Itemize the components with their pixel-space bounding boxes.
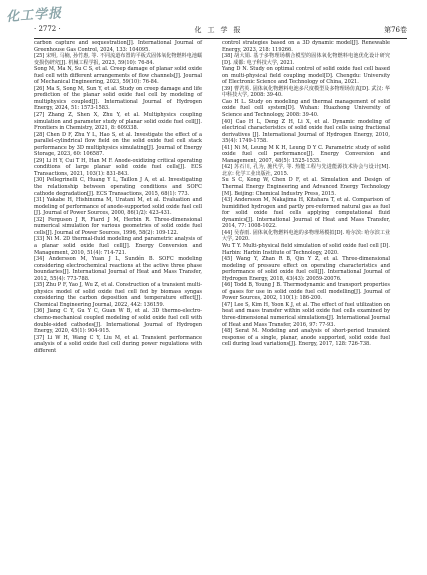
reference-entry: [28] Chen D F, Zhu Y L, Hao S, et al. Investigate the effect of a parallel-cylindrical flow field on the solid oxide fuel cell stack performance by 3D multiphysics simulating[J]. Journal of Energy Storage, 2023, 60: 106587. (34, 131, 202, 158)
reference-entry: control strategies based on a 3D dynamic model[J]. Renewable Energy, 2023, 218: 119266. (222, 40, 390, 53)
reference-entry: Yang D N. Study on optimal control of solid oxide fuel cell based on multi-physical field coupling model[D]. Chengdu: University of Electronic Science and Technology of China, 2021. (222, 66, 390, 86)
reference-entry: [38] 胡大娟. 基于多物理场耦合模型的固体氧化物燃料电池优化设计研究[D]. 成都: 电子科技大学, 2021. (222, 53, 390, 66)
reference-entry: carbon capture and sequestration[J]. International Journal of Greenhouse Gas Control, 2024, 133: 104095. (34, 40, 202, 53)
reference-entry: [26] Ma S, Song M, Sun Y, et al. Study on creep damage and life prediction of the planar solid oxide fuel cell by modeling of multiphysics coupled[J]. International Journal of Hydrogen Energy, 2024, 51: 1573-1583. (34, 85, 202, 112)
reference-entry: [41] Ni M, Leung M K H, Leung D Y C. Parametric study of solid oxide fuel cell performance[J]. Energy Conversion and Management, 2007, 48(5): 1525-1535. (222, 144, 390, 164)
reference-entry: [39] 曹君英. 固体氧化物燃料电池多尺度模型及多物理场仿真[D]. 武汉: 华中科技大学, 2008: 39-40. (222, 85, 390, 99)
reference-entry: [42] 苏石川, 孔为, 施代学, 等. 热能工程与先进能源技术协会与设计[M]. 北京: 化学工业出版社, 2015. (222, 164, 390, 177)
page-number: · 2772 · (34, 25, 61, 33)
reference-entry: Song M, Ma N, Su C S, et al. Creep damage of planar solid oxide fuel cell with different arrangements of flow channels[J]. Journal of Mechanical Engineering, 2023, 59(10): 76-84. (34, 66, 202, 86)
reference-entry: [33] Ni M. 2D thermal-fluid modeling and parametric analysis of a planar solid oxide fuel cell[J]. Energy Conversion and Management, 2010, 51(4): 714-721. (34, 236, 202, 256)
references-left-column (34, 40, 202, 354)
references-right-column (222, 40, 390, 348)
reference-entry: [25] 宋明, 马楠, 孙竹惠, 等. 不同流道布置的平板式固体氧化物燃料电池蠕变损伤研究[J]. 机械工程学报, 2023, 59(10): 76-84. (34, 53, 202, 66)
page-header (34, 24, 407, 39)
reference-entry: Wu T Y. Multi-physical field simulation of solid oxide fuel cell [D]. Harbin: Harbin Institute of Technology, 2020. (222, 242, 390, 256)
reference-entry: [27] Zhang Z, Shen X, Zhu Y, et al. Multiphysics coupling simulation and parameter study of planar solid oxide fuel cell[J]. Frontiers in Chemistry, 2021, 8: 609338. (34, 112, 202, 132)
reference-entry: Cao H L. Study on modeling and thermal management of solid oxide fuel cell system[D]. Wuhan: Huazhong University of Science and Technology, 2008: 39-40. (222, 98, 390, 119)
reference-entry: [32] Ferguson J R, Fiard J M, Herbin R. Three-dimensional numerical simulation for various geometries of solid oxide fuel cells[J]. Journal of Power Sources, 1996, 58(2): 109-122. (34, 216, 202, 236)
reference-entry: [30] Pellegrinelli C, Huang Y L, Taillon J A, et al. Investigating the relationship between operating conditions and SOFC cathode degradation[J]. ECS Transactions, 2015, 68(1): 773. (34, 177, 202, 197)
volume-label: 第76卷 (384, 26, 407, 34)
reference-entry: [43] Andersson M, Nakajima H, Kitahara T, et al. Comparison of humidified hydrogen and partly pre-reformed natural gas as fuel for solid oxide fuel cells applying computational fluid dynamics[J]. International Journal of Heat and Mass Transfer, 2014, 77: 1008-1022. (222, 197, 390, 230)
reference-entry: [35] Zhu P F, Yao J, Wu Z, et al. Construction of a transient multi-physics model of solid oxide fuel cell fed by biomass syngas considering the carbon deposition and temperature effect[J]. Chemical Engineering Journal, 2022, 442: 136159. (34, 282, 202, 308)
journal-title: 化工学报 (194, 26, 247, 34)
reference-entry: [44] 吴春雨. 固体氧化物燃料电池的多物理场模拟[D]. 哈尔滨: 哈尔滨工业大学, 2020. (222, 229, 390, 243)
reference-entry: Su S C, Kong W, Chen D F, et al. Simulation and Design of Thermal Energy Engineering and Advanced Energy Technology [M]. Beijing: Chemical Industry Press, 2015. (222, 177, 390, 197)
reference-entry: [37] Li W H, Wang C Y, Liu M, et al. Transient performance analysis of a solid oxide fuel cell during power regulations with different (34, 334, 202, 354)
reference-entry: [36] Jiang C Y, Gu Y C, Guan W B, et al. 3D thermo-electro-chemo-mechanical coupled modeling of solid oxide fuel cell with double-sided cathodes[J]. International Journal of Hydrogen Energy, 2020, 45(1): 904-915. (34, 308, 202, 335)
reference-entry: [48] Serat M. Modeling and analysis of short-period transient response of a single, planar, anode supported, solid oxide fuel cell during load variations[J]. Energy, 2017, 128: 726-738. (222, 328, 390, 348)
reference-entry: [31] Yakabe H, Hishinuma M, Uratani M, et al. Evaluation and modeling of performance of anode-supported solid oxide fuel cell [J]. Journal of Power Sources, 2000, 86(1/2): 423-431. (34, 197, 202, 217)
reference-entry: [45] Wang Y, Zhan R B, Qin Y Z, et al. Three-dimensional modeling of pressure effect on operating characteristics and performance of solid oxide fuel cell[J]. International Journal of Hydrogen Energy, 2018, 43(43): 20059-20076. (222, 256, 390, 282)
reference-entry: [34] Andersson M, Yuan J L, Sundén B. SOFC modeling considering electrochemical reactions at the active three phase boundaries[J]. International Journal of Heat and Mass Transfer, 2012, 55(4): 773-788. (34, 256, 202, 282)
journal-logo: 化工学报 (5, 6, 63, 25)
reference-entry: [46] Todd B, Young J B. Thermodynamic and transport properties of gases for use in solid oxide fuel cell modelling[J]. Journal of Power Sources, 2002, 110(1): 186-200. (222, 282, 390, 302)
reference-entry: [40] Cao H L, Deng Z H, Li X, et al. Dynamic modeling of electrical characteristics of solid oxide fuel cells using fractional derivatives [J]. International Journal of Hydrogen Energy, 2010, 35(4): 1749-1758. (222, 118, 390, 145)
reference-entry: [47] Lee S, Kim H, Yoon K J, et al. The effect of fuel utilization on heat and mass transfer within solid oxide fuel cells examined by three-dimensional numerical simulations[J]. International Journal of Heat and Mass Transfer, 2016, 97: 77-93. (222, 301, 390, 328)
reference-entry: [29] Li H Y, Cui T H, Han M F. Anode-oxidizing critical operating conditions of large planar solid oxide fuel cells[J]. ECS Transactions, 2021, 103(1): 831-843. (34, 157, 202, 177)
